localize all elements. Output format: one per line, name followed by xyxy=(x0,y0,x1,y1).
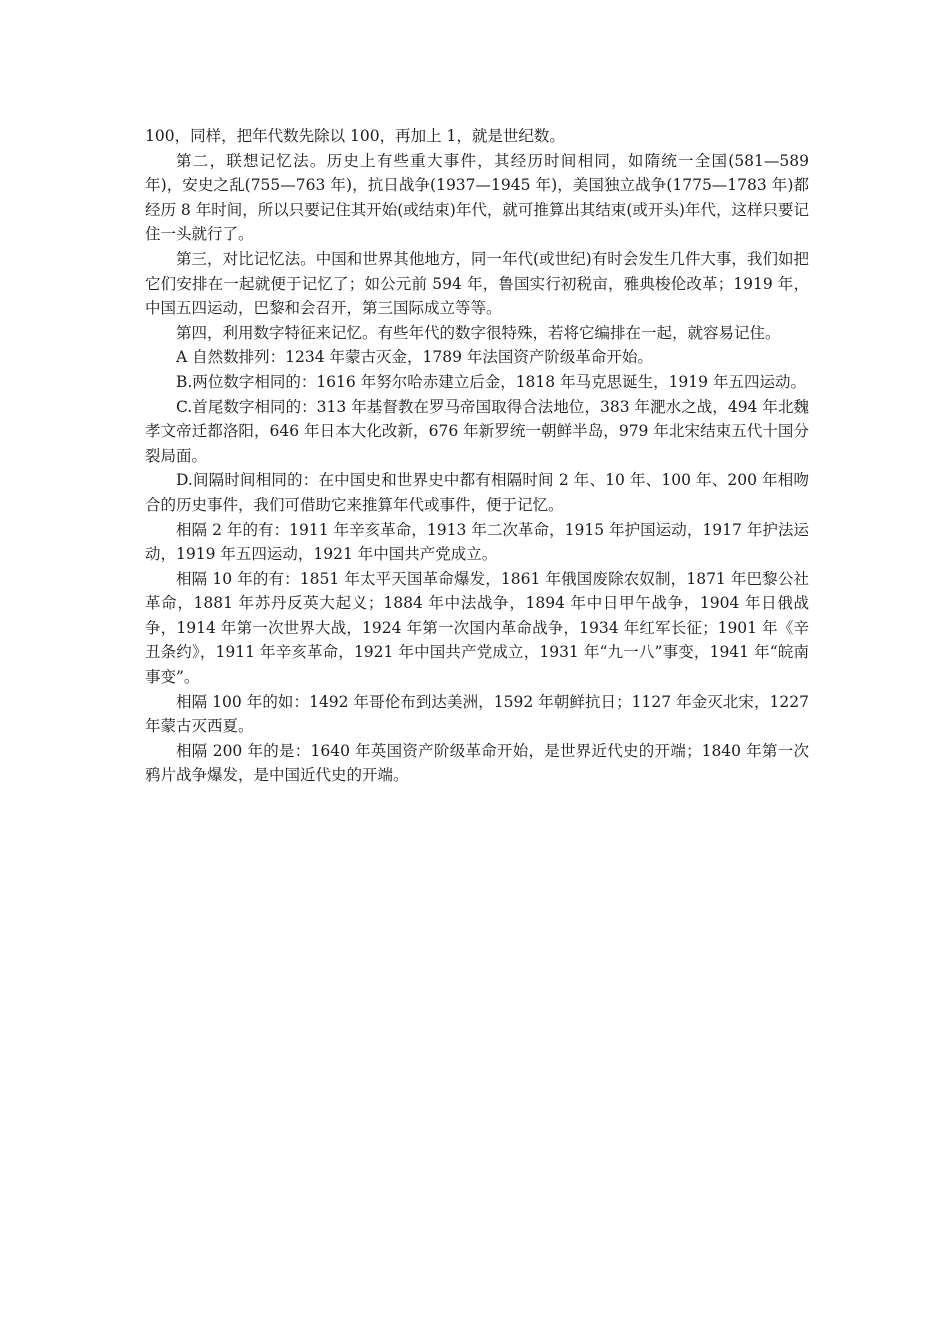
paragraph: 100，同样，把年代数先除以 100，再加上 1，就是世纪数。 xyxy=(145,127,565,145)
paragraph: A 自然数排列：1234 年蒙古灭金，1789 年法国资产阶级革命开始。 xyxy=(176,348,653,367)
paragraph: D.间隔时间相同的：在中国史和世界史中都有相隔时间 2 年、10 年、100 年、200 年相吻合的历史事件，我们可借助它来推算年代或事件，便于记忆。 xyxy=(145,471,809,514)
paragraph: 第二，联想记忆法。历史上有些重大事件，其经历时间相同，如隋统一全国(581—589 年)，安史之乱(755—763 年)，抗日战争(1937—1945 年)，美国独立战争(1775—1783 年)都经历 8 年时间，所以只要记住其开始(或结束)年代，就可推算出其结束(或开头)年代，这样只要记住一头就行了。 xyxy=(145,151,809,244)
paragraph: C.首尾数字相同的：313 年基督教在罗马帝国取得合法地位，383 年淝水之战，494 年北魏孝文帝迁都洛阳，646 年日本大化改新，676 年新罗统一朝鲜半岛，979 年北宋结束五代十国分裂局面。 xyxy=(145,397,809,465)
paragraph: 相隔 100 年的如：1492 年哥伦布到达美洲，1592 年朝鲜抗日；1127 年金灭北宋，1227 年蒙古灭西夏。 xyxy=(145,692,809,736)
document-body xyxy=(145,124,809,788)
paragraph: 相隔 10 年的有：1851 年太平天国革命爆发，1861 年俄国废除农奴制，1871 年巴黎公社革命，1881 年苏丹反英大起义；1884 年中法战争，1894 年中日甲午战争，1904 年日俄战争，1914 年第一次世界大战，1924 年第一次国内革命战争，1934 年红军长征；1901 年《辛丑条约》，1911 年辛亥革命，1921 年中国共产党成立，1931 年“九一八”事变，1941 年“皖南事变”。 xyxy=(145,569,809,687)
paragraph: B.两位数字相同的：1616 年努尔哈赤建立后金，1818 年马克思诞生，1919 年五四运动。 xyxy=(176,372,806,391)
paragraph: 第四，利用数字特征来记忆。有些年代的数字很特殊，若将它编排在一起，就容易记住。 xyxy=(176,323,781,342)
paragraph: 相隔 200 年的是：1640 年英国资产阶级革命开始，是世界近代史的开端；1840 年第一次鸦片战争爆发，是中国近代史的开端。 xyxy=(145,741,809,785)
paragraph: 第三，对比记忆法。中国和世界其他地方，同一年代(或世纪)有时会发生几件大事，我们如把它们安排在一起就便于记忆了；如公元前 594 年，鲁国实行初税亩，雅典梭伦改革；1919 年，中国五四运动，巴黎和会召开，第三国际成立等等。 xyxy=(145,249,809,318)
paragraph: 相隔 2 年的有：1911 年辛亥革命，1913 年二次革命，1915 年护国运动，1917 年护法运动，1919 年五四运动，1921 年中国共产党成立。 xyxy=(145,520,809,564)
